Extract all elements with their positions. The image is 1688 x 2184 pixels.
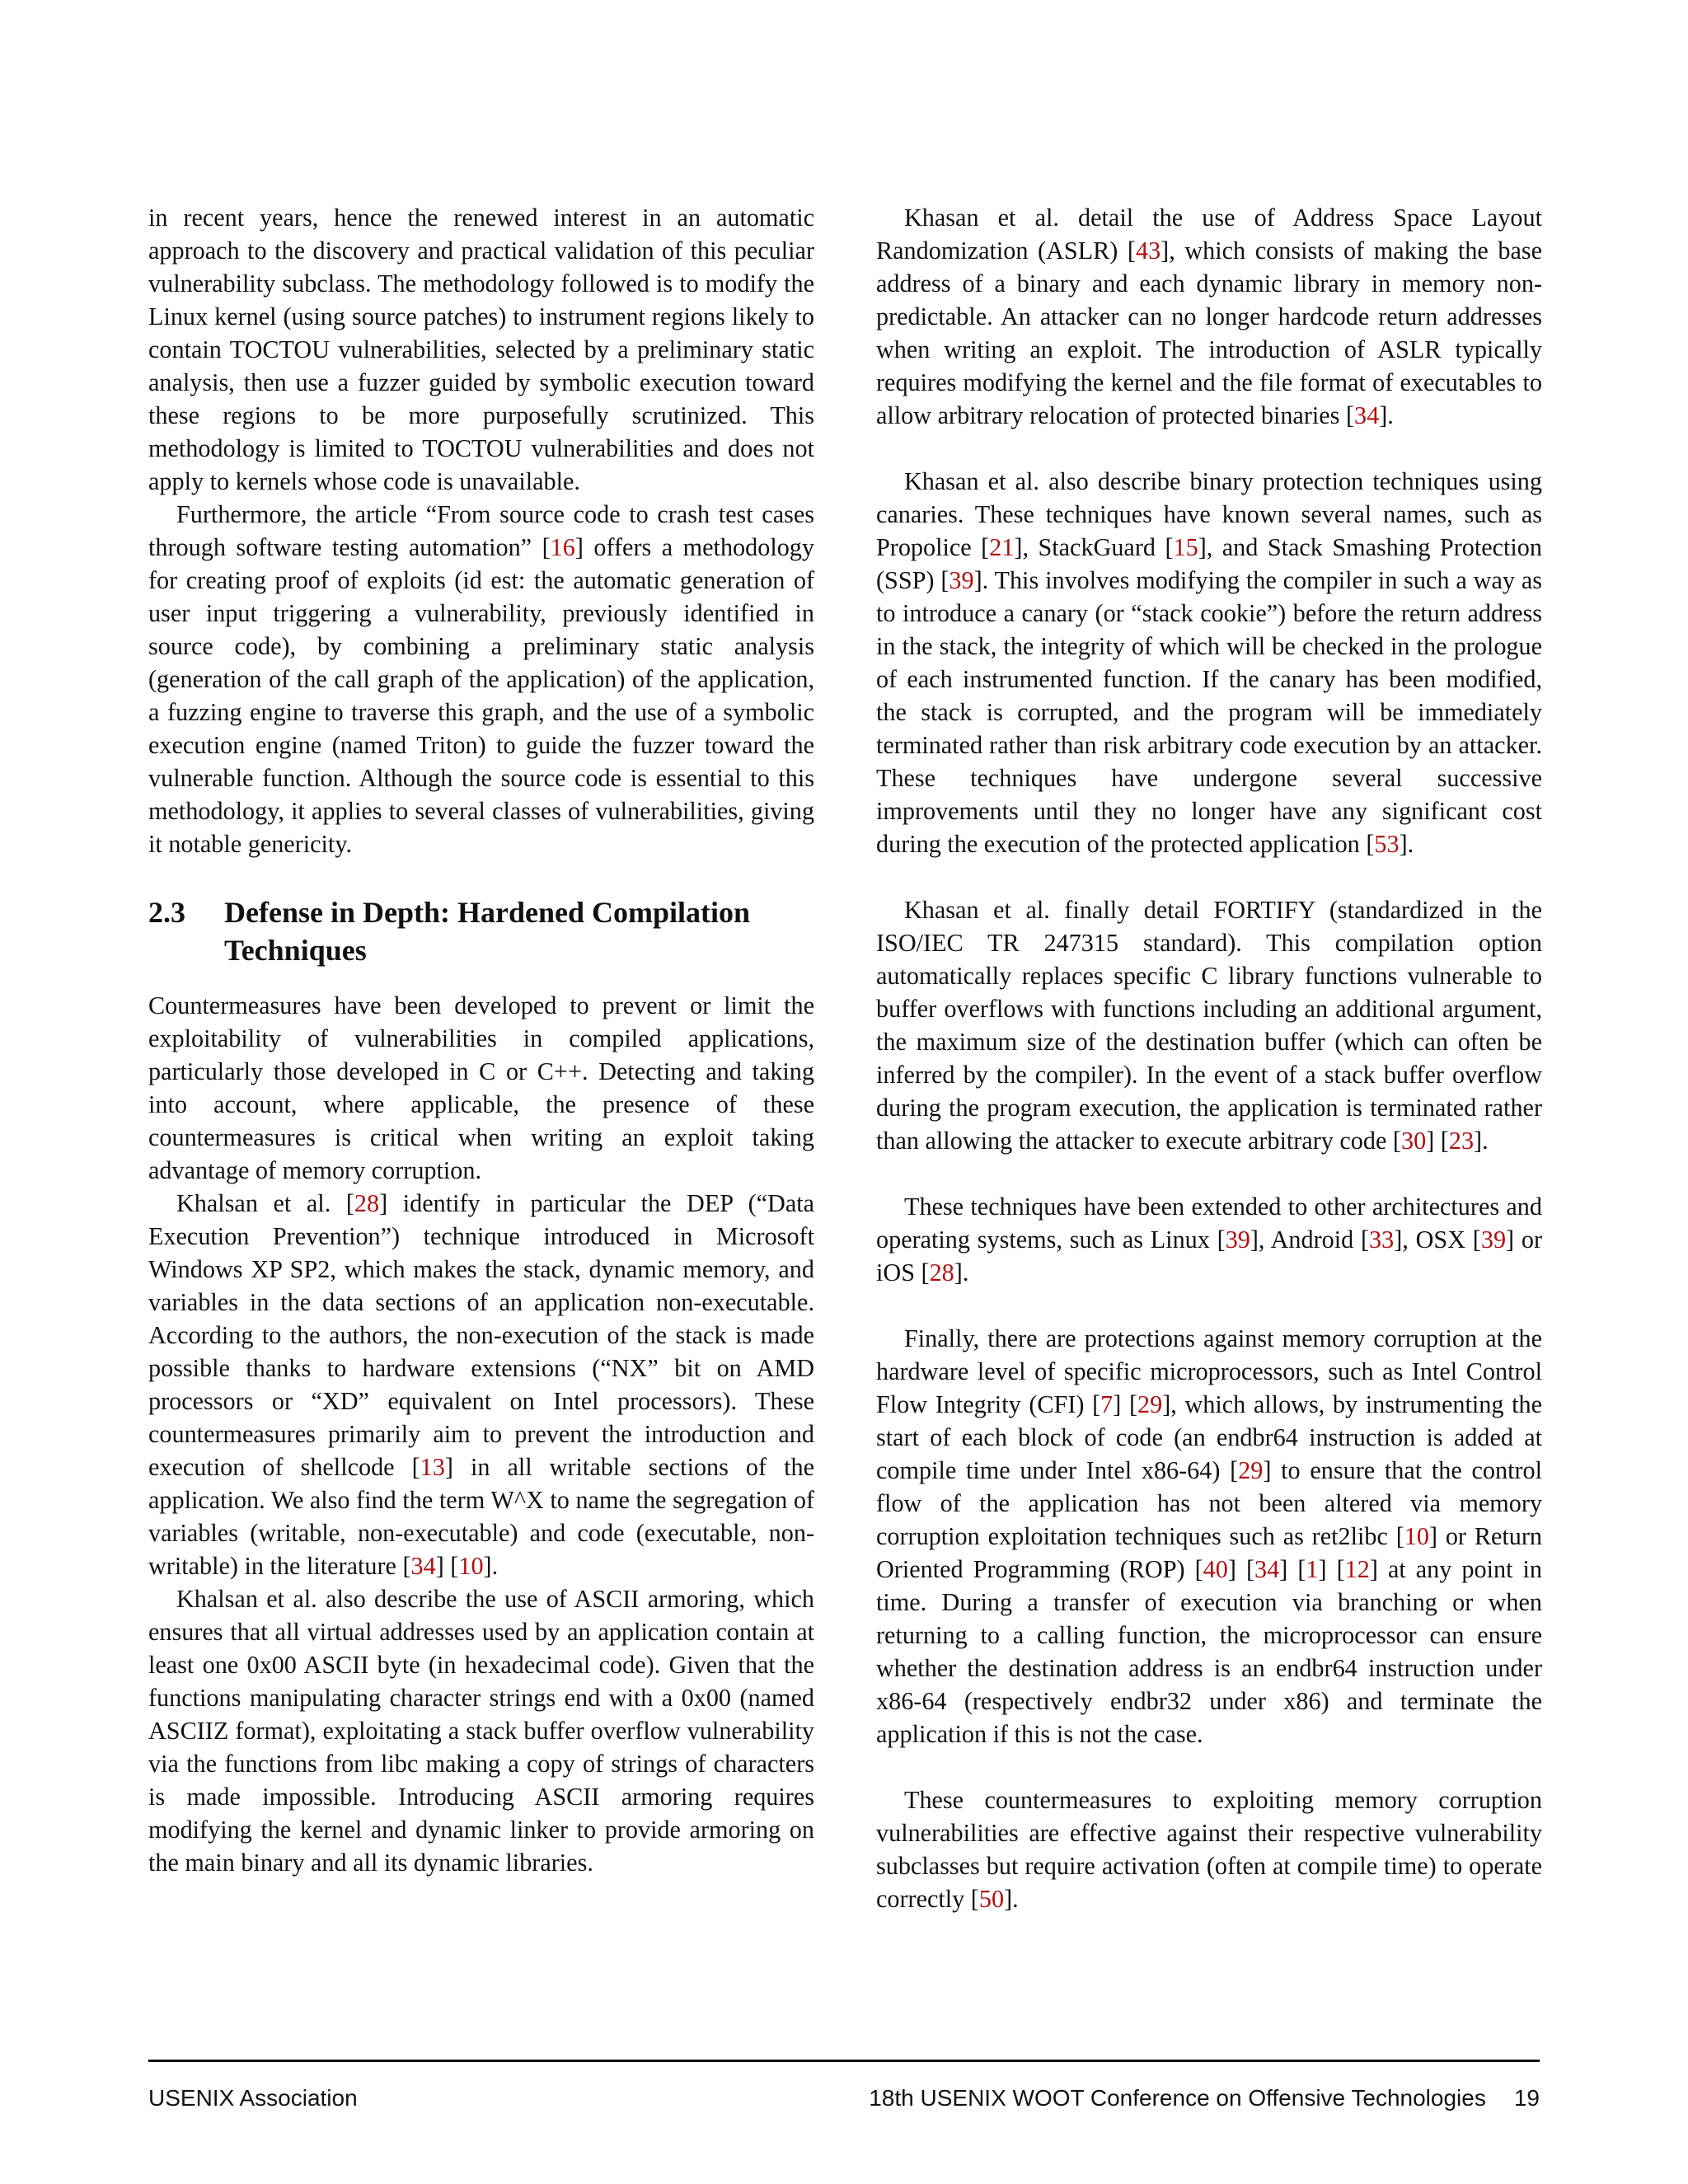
- citation-link[interactable]: 29: [1238, 1456, 1264, 1484]
- paragraph-text: Khasan et al. also describe binary protection techniques using canaries. These techniques have known several names, such as Propolice [: [876, 467, 1542, 561]
- paragraph-text: ].: [1474, 1127, 1489, 1155]
- citation-link[interactable]: 39: [1480, 1226, 1507, 1254]
- paragraph-text: ].: [1004, 1885, 1019, 1913]
- paragraph-text: ] or Return Oriented Programming (ROP) [: [876, 1522, 1542, 1583]
- paragraph-text: Furthermore, the article “From source code to crash test cases through software testing automation” [: [148, 500, 814, 561]
- citation-link[interactable]: 34: [1254, 1555, 1280, 1583]
- paragraph-extended: [876, 1190, 1542, 1289]
- paragraph-dep: [148, 1187, 814, 1582]
- citation-link[interactable]: 39: [1225, 1226, 1250, 1254]
- citation-link[interactable]: 15: [1173, 533, 1198, 561]
- paragraph-text: ] identify in particular the DEP (“Data Execution Prevention”) technique introduced in Microsoft Windows XP SP2, which makes the stack, dynamic memory, and variables in the data sections of an application non-executable. According to the authors, the non-execution of the stack is made possible thanks to hardware extensions (“NX” bit on AMD processors or “XD” equivalent on Intel processors). These countermeasures primarily aim to prevent the introduction and execution of shellcode [: [148, 1189, 814, 1481]
- paragraph-text: ], Android [: [1250, 1226, 1370, 1254]
- citation-link[interactable]: 40: [1203, 1555, 1228, 1583]
- paragraph-toctou: [148, 201, 814, 498]
- paragraph-text: ] to ensure that the control flow of the application has not been altered via memory corruption exploitation techniques such as ret2libc [: [876, 1456, 1542, 1550]
- paragraph-text: Khasan et al. detail the use of Address Space Layout Randomization (ASLR) [: [876, 204, 1542, 265]
- citation-link[interactable]: 21: [989, 533, 1015, 561]
- paragraph-text: ] [: [1227, 1555, 1255, 1583]
- paragraph-text: Countermeasures have been developed to prevent or limit the exploitability of vulnerabilities in compiled applications, particularly those developed in C or C++. Detecting and taking into account, where applicable, the presence of these countermeasures is critical when writing an exploit taking advantage of memory corruption.: [148, 991, 814, 1184]
- paragraph-text: ].: [954, 1258, 969, 1286]
- paragraph-text: ] at any point in time. During a transfer of execution via branching or when returning to a calling function, the microprocessor can ensure whether the destination address is an endbr64 instruction under x86-64 (respectively endbr32 under x86) and terminate the application if this is not the case.: [876, 1555, 1543, 1748]
- citation-link[interactable]: 33: [1369, 1226, 1395, 1254]
- paragraph-text: ] [: [1426, 1127, 1449, 1155]
- paragraph-text: ] [: [1113, 1390, 1138, 1418]
- paragraph-text: Finally, there are protections against memory corruption at the hardware level of specific microprocessors, such as Intel Control Flow Integrity (CFI) [: [876, 1324, 1542, 1418]
- footer-right: [869, 2085, 1540, 2111]
- paragraph-text: ], which consists of making the base address of a binary and each dynamic library in memory non-predictable. An attacker can no longer hardcode return addresses when writing an exploit. The introduction of ASLR typically requires modifying the kernel and the file format of executables to allow arbitrary relocation of protected binaries [: [876, 237, 1542, 429]
- paragraph-text: ] [: [1318, 1555, 1345, 1583]
- paragraph-text: ] offers a methodology for creating proof of exploits (id est: the automatic generation of user input triggering a vulnerability, previously identified in source code), by combining a preliminary static analysis (generation of the call graph of the application) of the application, a fuzzing engine to traverse this graph, and the use of a symbolic execution engine (named Triton) to guide the fuzzer toward the vulnerable function. Although the source code is essential to this methodology, it applies to several classes of vulnerabilities, giving it notable genericity.: [148, 533, 814, 858]
- paragraph-text: Khalsan et al. [: [176, 1189, 354, 1217]
- citation-link[interactable]: 7: [1100, 1390, 1114, 1418]
- paragraph-text: in recent years, hence the renewed interest in an automatic approach to the discovery and practical validation of this peculiar vulnerability subclass. The methodology followed is to modify the Linux kernel (using source patches) to instrument regions likely to contain TOCTOU vulnerabilities, selected by a preliminary static analysis, then use a fuzzer guided by symbolic execution toward these regions to be more purposefully scrutinized. This methodology is limited to TOCTOU vulnerabilities and does not apply to kernels whose code is unavailable.: [148, 204, 814, 495]
- paragraph-countermeasures: [148, 989, 814, 1187]
- citation-link[interactable]: 28: [929, 1258, 954, 1286]
- citation-link[interactable]: 23: [1448, 1127, 1475, 1155]
- citation-link[interactable]: 16: [550, 533, 575, 561]
- citation-link[interactable]: 28: [354, 1189, 380, 1217]
- paragraph-text: ], which allows, by instrumenting the start of each block of code (an endbr64 instruction is added at compile time under Intel x86-64) [: [876, 1390, 1543, 1484]
- citation-link[interactable]: 10: [1404, 1522, 1429, 1550]
- paragraph-cfi: [876, 1322, 1542, 1750]
- citation-link[interactable]: 39: [949, 566, 974, 594]
- paragraph-text: ].: [1379, 401, 1394, 429]
- section-number: 2.3: [148, 896, 185, 929]
- citation-link[interactable]: 34: [410, 1552, 436, 1580]
- footer-divider: [148, 2060, 1540, 2062]
- paragraph-text: ].: [1399, 830, 1414, 858]
- citation-link[interactable]: 12: [1344, 1555, 1370, 1583]
- citation-link[interactable]: 10: [458, 1552, 484, 1580]
- paragraph-source-to-crash: [148, 498, 814, 860]
- citation-link[interactable]: 53: [1374, 830, 1400, 858]
- paragraph-text: ].: [483, 1552, 499, 1580]
- paragraph-fortify: [876, 893, 1542, 1157]
- paragraph-text: ], StackGuard [: [1014, 533, 1174, 561]
- citation-link[interactable]: 13: [420, 1453, 445, 1481]
- paragraph-aslr: [876, 201, 1542, 432]
- section-title: Defense in Depth: Hardened Compilation Techniques: [224, 896, 750, 967]
- paragraph-text: Khasan et al. finally detail FORTIFY (standardized in the ISO/IEC TR 247315 standard). This compilation option automatically replaces specific C library functions vulnerable to buffer overflows with functions including an additional argument, the maximum size of the destination buffer (which can often be inferred by the compiler). In the event of a stack buffer overflow during the program execution, the application is terminated rather than allowing the attacker to execute arbitrary code [: [876, 896, 1542, 1155]
- paragraph-canaries: [876, 465, 1542, 860]
- footer-conference: 18th USENIX WOOT Conference on Offensive Technologies: [869, 2085, 1486, 2111]
- section-heading: [148, 893, 814, 969]
- citation-link[interactable]: 1: [1306, 1555, 1319, 1583]
- paragraph-text: ], OSX [: [1394, 1226, 1481, 1254]
- paragraph-text: These techniques have been extended to other architectures and operating systems, such as Linux [: [876, 1193, 1542, 1254]
- citation-link[interactable]: 34: [1354, 401, 1380, 429]
- right-column: [876, 201, 1542, 1915]
- paragraph-text: ]. This involves modifying the compiler in such a way as to introduce a canary (or “stack cookie”) before the return address in the stack, the integrity of which will be checked in the prologue of each instrumented function. If the canary has been modified, the stack is corrupted, and the program will be immediately terminated rather than risk arbitrary code execution by an attacker. These techniques have undergone several successive improvements until they no longer have any significant cost during the execution of the protected application [: [876, 566, 1542, 858]
- page-number: 19: [1513, 2085, 1540, 2111]
- left-column: [148, 201, 814, 1879]
- paragraph-conclusion: [876, 1783, 1542, 1915]
- footer-left: USENIX Association: [148, 2085, 358, 2111]
- paragraph-text: ] or iOS [: [876, 1226, 1543, 1286]
- citation-link[interactable]: 50: [978, 1885, 1005, 1913]
- paragraph-text: ], and Stack Smashing Protection (SSP) [: [876, 533, 1542, 594]
- citation-link[interactable]: 43: [1135, 237, 1161, 265]
- paragraph-text: These countermeasures to exploiting memory corruption vulnerabilities are effective against their respective vulnerability subclasses but require activation (often at compile time) to operate correctly [: [876, 1786, 1542, 1913]
- citation-link[interactable]: 29: [1137, 1390, 1163, 1418]
- paragraph-text: ] [: [1279, 1555, 1306, 1583]
- paragraph-text: ] in all writable sections of the application. We also find the term W^X to name the segregation of variables (writable, non-executable) and code (executable, non-writable) in the literature [: [148, 1453, 814, 1580]
- citation-link[interactable]: 30: [1401, 1127, 1427, 1155]
- paragraph-text: ] [: [435, 1552, 459, 1580]
- paragraph-ascii-armoring: [148, 1582, 814, 1879]
- paragraph-text: Khalsan et al. also describe the use of ASCII armoring, which ensures that all virtual addresses used by an application contain at least one 0x00 ASCII byte (in hexadecimal code). Given that the functions manipulating character strings end with a 0x00 (named ASCIIZ format), exploitating a stack buffer overflow vulnerability via the functions from libc making a copy of strings of characters is made impossible. Introducing ASCII armoring requires modifying the kernel and dynamic linker to provide armoring on the main binary and all its dynamic libraries.: [148, 1585, 814, 1877]
